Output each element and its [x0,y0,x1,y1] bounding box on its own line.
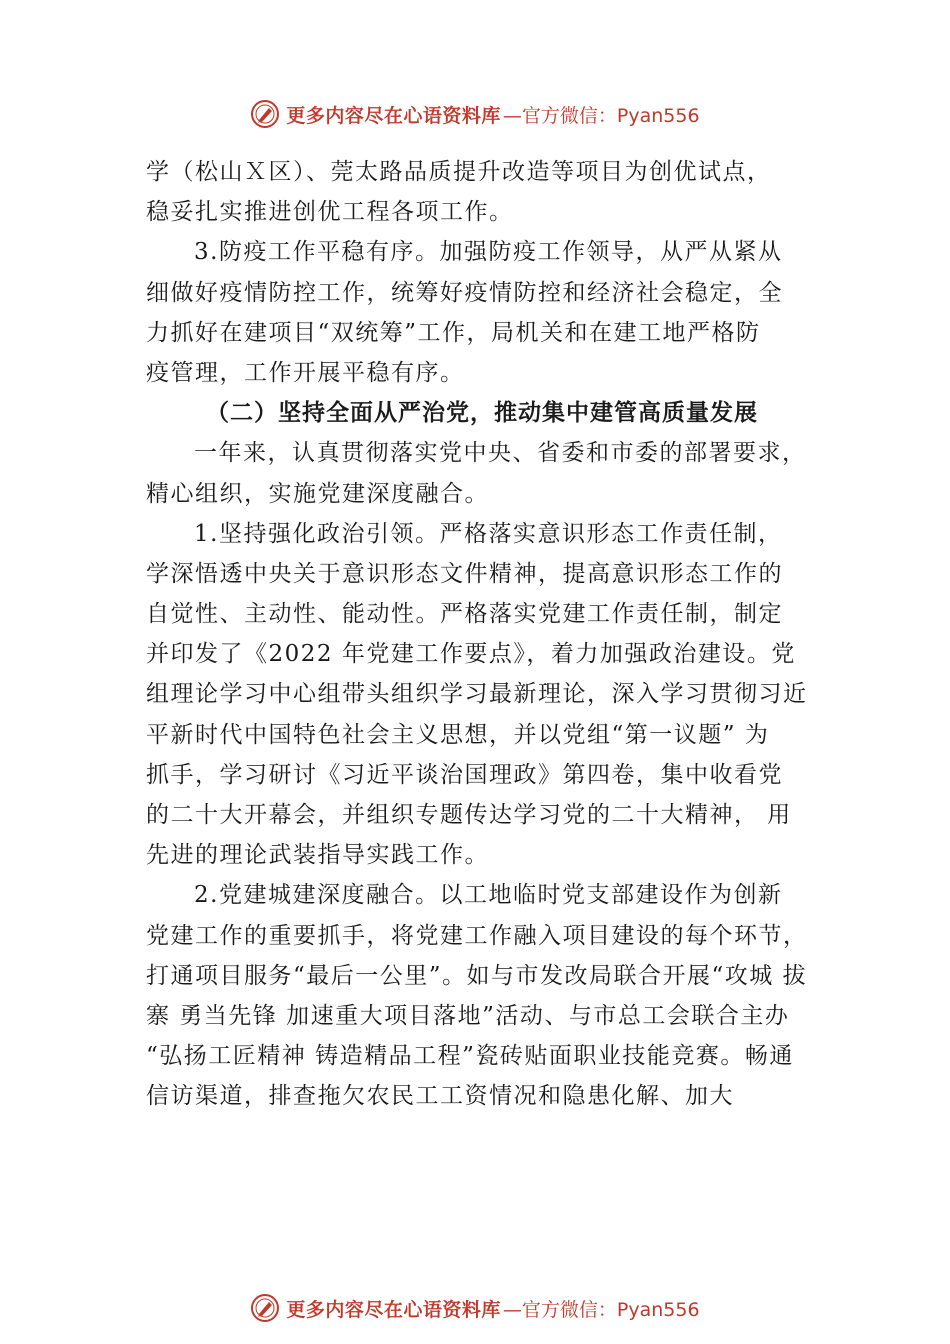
document-body [146,152,818,1117]
pen-nib-seal-icon [250,99,280,129]
body-line: 抓手，学习研讨《习近平谈治国理政》第四卷，集中收看党 [146,761,783,788]
body-line: 学（松山Ｘ区）、莞太路品质提升改造等项目为创优试点， [146,159,772,185]
body-line: 疫管理，工作开展平稳有序。 [146,359,465,386]
body-line: 组理论学习中心组带头组织学习最新理论，深入学习贯彻习近 [146,681,808,708]
header-banner [0,96,950,132]
body-line: 3.防疫工作平稳有序。加强防疫工作领导，从严从紧从 [194,239,783,266]
body-line: 稳妥扎实推进创优工程各项工作。 [146,199,514,226]
body-line: 细做好疫情防控工作，统筹好疫情防控和经济社会稳定，全 [146,279,783,306]
body-line: 力抓好在建项目“双统筹”工作，局机关和在建工地严格防 [146,319,761,346]
body-line: 先进的理论武装指导实践工作。 [146,842,489,869]
banner-brand-text: 更多内容尽在心语资料库 [286,104,501,127]
section-heading: （二）坚持全面从严治党，推动集中建管高质量发展 [206,399,758,427]
body-line: 一年来，认真贯彻落实党中央、省委和市委的部署要求， [194,440,807,467]
body-line: 党建工作的重要抓手，将党建工作融入项目建设的每个环节， [146,922,808,949]
pen-nib-seal-icon [250,1293,280,1323]
banner-brand-text: 更多内容尽在心语资料库 [286,1298,501,1321]
body-line: 自觉性、主动性、能动性。严格落实党建工作责任制，制定 [146,601,783,628]
banner-contact-text: —官方微信：Pyan556 [502,1298,700,1321]
body-line: 打通项目服务“最后一公里”。如与市发改局联合开展“攻城 拔 [146,962,808,989]
body-line: 的二十大开幕会，并组织专题传达学习党的二十大精神， 用 [146,802,792,828]
body-line: 并印发了《2022 年党建工作要点》，着力加强政治建设。党 [146,641,796,668]
body-line: 1.坚持强化政治引领。严格落实意识形态工作责任制， [194,520,783,547]
body-line: 精心组织，实施党建深度融合。 [146,480,489,507]
body-line: 寨 勇当先锋 加速重大项目落地”活动、与市总工会联合主办 [146,1002,790,1029]
body-line: 2.党建城建深度融合。以工地临时党支部建设作为创新 [194,882,783,909]
body-line: 平新时代中国特色社会主义思想，并以党组“第一议题” 为 [146,721,770,748]
body-line: “弘扬工匠精神 铸造精品工程”瓷砖贴面职业技能竞赛。畅通 [146,1043,794,1070]
footer-banner [0,1290,950,1326]
body-line: 学深悟透中央关于意识形态文件精神，提高意识形态工作的 [146,560,783,587]
banner-contact-text: —官方微信：Pyan556 [502,104,700,127]
body-line: 信访渠道，排查拖欠农民工工资情况和隐患化解、加大 [146,1083,734,1110]
